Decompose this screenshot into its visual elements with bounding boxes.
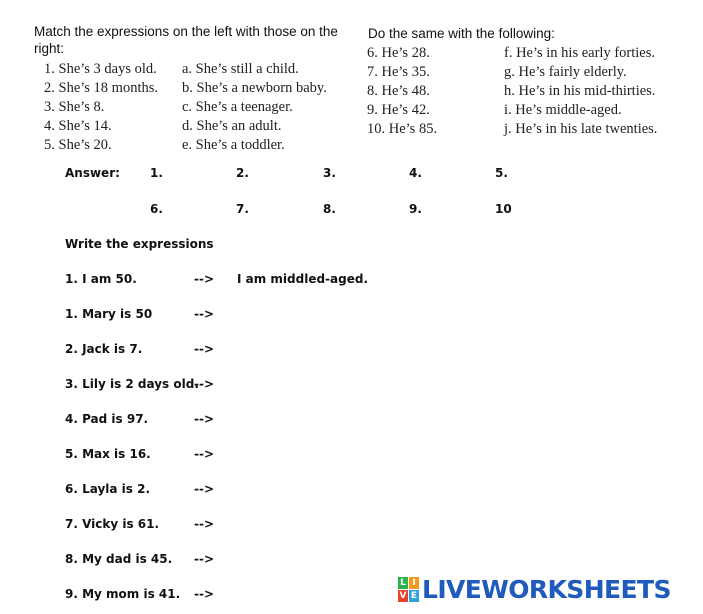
list-item: i. He’s middle-aged. [504, 102, 622, 118]
logo-text: LIVEWORKSHEETS [422, 575, 671, 604]
expression-row [65, 342, 465, 360]
section-heading: Write the expressions [65, 237, 214, 251]
list-item: 6. He’s 28. [367, 45, 430, 61]
list-item: 9. He’s 42. [367, 102, 430, 118]
right-items-list [182, 60, 327, 155]
expression-prompt: 6. Layla is 2. [65, 482, 151, 496]
answer-slot[interactable]: 4. [409, 166, 422, 180]
list-item: 5. She’s 20. [44, 137, 112, 153]
expression-prompt: 5. Max is 16. [65, 447, 151, 461]
expression-prompt: 9. My mom is 41. [65, 587, 181, 601]
arrow: --> [194, 447, 215, 461]
arrow: --> [194, 412, 215, 426]
answer-slot[interactable]: 3. [323, 166, 336, 180]
arrow: --> [194, 342, 215, 356]
arrow: --> [194, 377, 215, 391]
liveworksheets-logo [398, 574, 698, 606]
left-instruction: Match the expressions on the left with those on the right: [34, 24, 338, 56]
expression-row [65, 447, 465, 465]
answer-slot[interactable]: 1. [150, 166, 163, 180]
second-left-list [367, 44, 437, 139]
arrow: --> [194, 307, 215, 321]
list-item: h. He’s in his mid-thirties. [504, 83, 656, 99]
expression-row [65, 412, 465, 430]
arrow: --> [194, 552, 215, 566]
list-item: d. She’s an adult. [182, 118, 282, 134]
answer-slot[interactable]: 6. [150, 202, 163, 216]
expression-prompt: 3. Lily is 2 days old. [65, 377, 199, 391]
list-item: f. He’s in his early forties. [504, 45, 656, 61]
logo-tile: V [399, 591, 407, 601]
second-instruction: Do the same with the following: [368, 26, 555, 41]
list-item: 1. She’s 3 days old. [44, 61, 157, 77]
list-item: j. He’s in his late twenties. [504, 121, 658, 137]
expression-prompt: 2. Jack is 7. [65, 342, 143, 356]
expression-row [65, 552, 465, 570]
arrow: --> [194, 272, 215, 286]
list-item: g. He’s fairly elderly. [504, 64, 627, 80]
list-item: 7. He’s 35. [367, 64, 430, 80]
expression-row [65, 517, 465, 535]
list-item: c. She’s a teenager. [182, 99, 293, 115]
logo-tile: L [398, 577, 408, 589]
arrow: --> [194, 482, 215, 496]
list-item: a. She’s still a child. [182, 61, 299, 77]
arrow: --> [194, 517, 215, 531]
list-item: 3. She’s 8. [44, 99, 105, 115]
answer-slot[interactable]: 5. [495, 166, 508, 180]
logo-icon [398, 577, 420, 603]
arrow: --> [194, 587, 215, 601]
expression-row [65, 482, 465, 500]
expression-prompt: 1. I am 50. [65, 272, 137, 286]
answer-slot[interactable]: 7. [236, 202, 249, 216]
list-item: b. She’s a newborn baby. [182, 80, 327, 96]
expression-row [65, 307, 465, 325]
expression-prompt: 1. Mary is 50 [65, 307, 153, 321]
expression-prompt: 8. My dad is 45. [65, 552, 173, 566]
list-item: e. She’s a toddler. [182, 137, 285, 153]
expression-row [65, 377, 465, 395]
second-right-list [504, 44, 657, 139]
answer-slot[interactable]: 2. [236, 166, 249, 180]
expression-prompt: 7. Vicky is 61. [65, 517, 160, 531]
logo-tile: I [409, 577, 419, 589]
list-item: 8. He’s 48. [367, 83, 430, 99]
answer-slot[interactable]: 9. [409, 202, 422, 216]
answer-field[interactable]: I am middled-aged. [237, 272, 369, 286]
list-item: 2. She’s 18 months. [44, 80, 158, 96]
answer-label: Answer: [65, 166, 120, 180]
left-items-list [44, 60, 158, 155]
answer-slot[interactable]: 10 [495, 202, 512, 216]
answer-slot[interactable]: 8. [323, 202, 336, 216]
expression-prompt: 4. Pad is 97. [65, 412, 149, 426]
list-item: 4. She’s 14. [44, 118, 112, 134]
logo-tile: E [410, 591, 418, 601]
expression-row [65, 272, 465, 290]
list-item: 10. He’s 85. [367, 121, 438, 137]
